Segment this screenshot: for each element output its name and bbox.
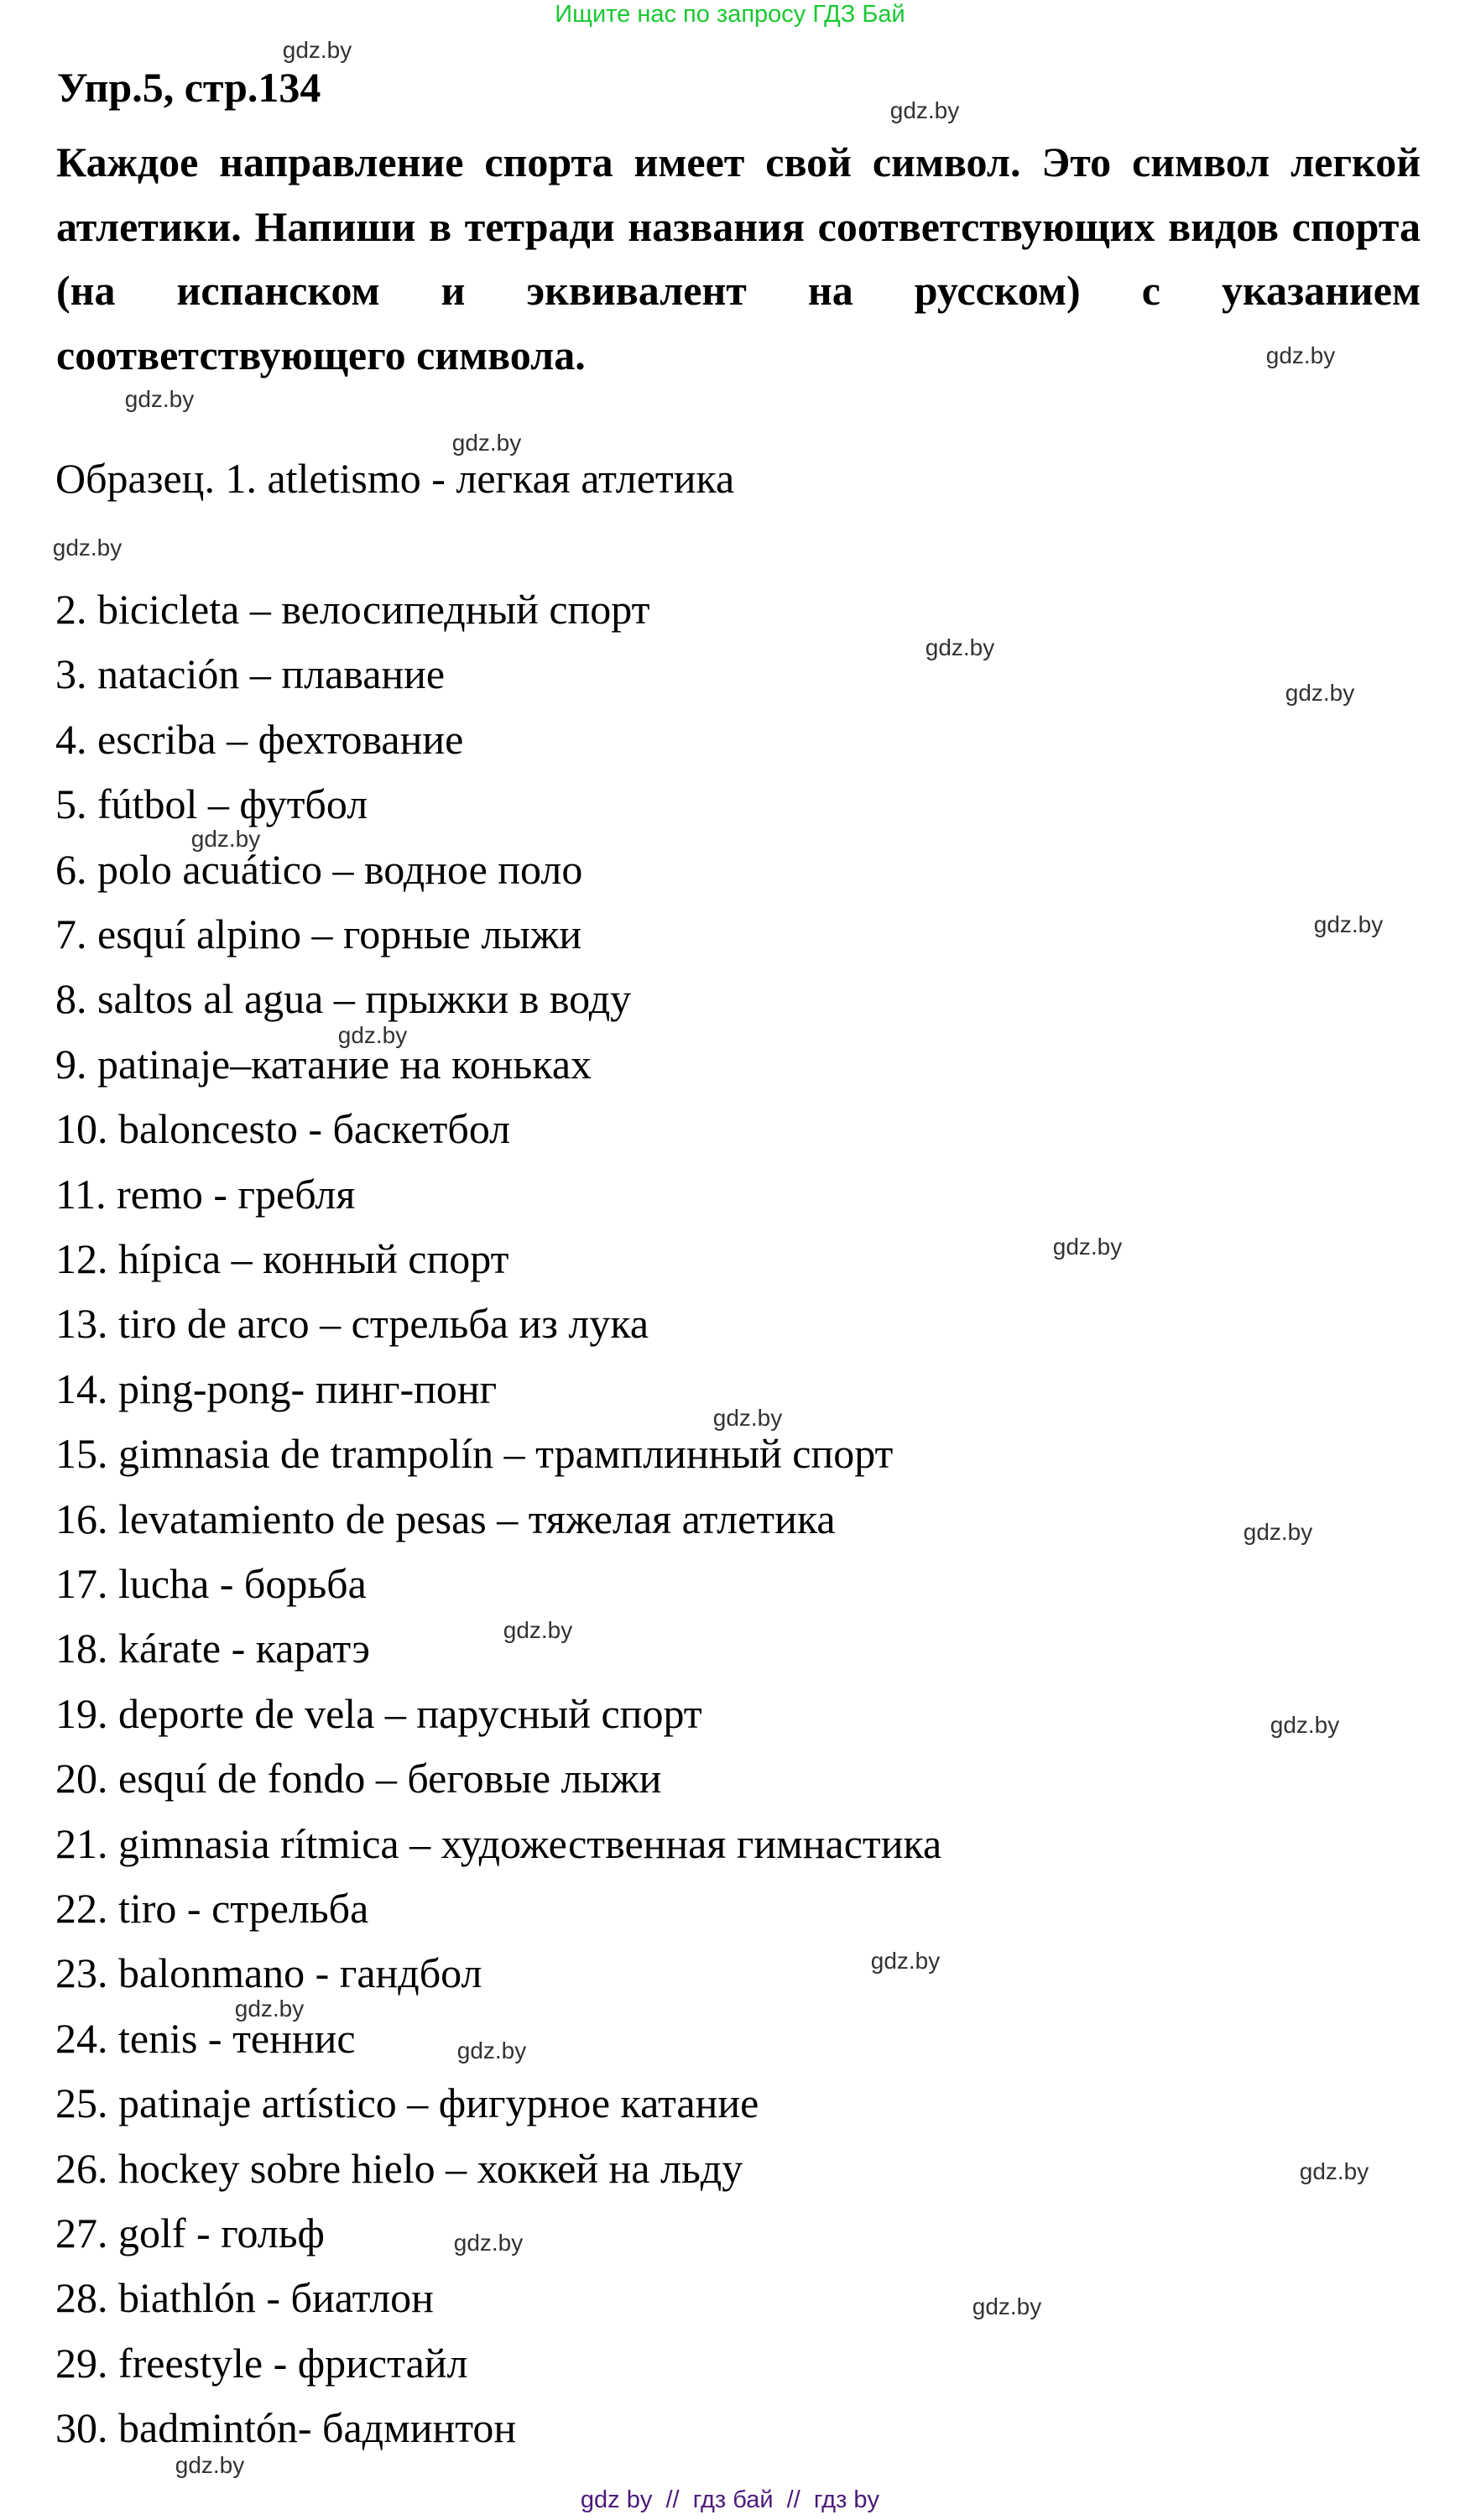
answer-item: 7. esquí alpino – горные лыжи — [55, 910, 582, 957]
watermark-text: gdz.by — [337, 1022, 408, 1048]
watermark-text: gdz.by — [1313, 911, 1384, 937]
example-line: Образец. 1. atletismo - легкая атлетика — [55, 455, 735, 502]
answer-item: 16. levatamiento de pesas – тяжелая атлетика — [55, 1495, 836, 1542]
watermark-text: gdz.by — [870, 1948, 941, 1974]
answer-item: 25. patinaje artístico – фигурное катание — [55, 2079, 759, 2127]
watermark-text: gdz.by — [972, 2293, 1042, 2319]
answer-item: 12. hípica – конный спорт — [55, 1235, 509, 1282]
site-search-banner-text[interactable]: Ищите нас по запросу ГДЗ Бай — [555, 1, 905, 28]
site-footer-links[interactable] — [0, 2486, 1460, 2514]
answer-item: 3. natación – плавание — [55, 650, 446, 698]
answer-item: 19. deporte de vela – парусный спорт — [55, 1689, 702, 1737]
answer-item: 20. esquí de fondo – беговые лыжи — [55, 1755, 662, 1803]
watermark-text: gdz.by — [190, 826, 261, 852]
watermark-text: gdz.by — [925, 634, 995, 660]
watermark-text: gdz.by — [712, 1405, 783, 1431]
answer-item: 29. freestyle - фристайл — [55, 2339, 468, 2387]
answer-item: 15. gimnasia de trampolín – трамплинный спорт — [55, 1430, 894, 1478]
watermark-text: gdz.by — [1270, 1712, 1340, 1738]
watermark-text: gdz.by — [1052, 1234, 1123, 1260]
answer-item: 6. polo acuático – водное поло — [55, 845, 583, 893]
site-search-banner[interactable] — [0, 0, 1460, 29]
watermark-text: gdz.by — [503, 1617, 573, 1643]
watermark-text: gdz.by — [234, 1996, 305, 2022]
answer-item: 5. fútbol – футбол — [55, 780, 368, 828]
watermark-text: gdz.by — [1265, 342, 1336, 368]
watermark-text: gdz.by — [52, 535, 123, 561]
exercise-title: Упр.5, стр.134 — [57, 64, 321, 111]
answer-item: 28. biathlón - биатлон — [55, 2274, 434, 2322]
watermark-text: gdz.by — [175, 2452, 245, 2478]
answer-item: 22. tiro - стрельба — [55, 1885, 369, 1932]
answer-item: 8. saltos al agua – прыжки в воду — [55, 975, 632, 1023]
answer-item: 4. escriba – фехтование — [55, 715, 464, 763]
watermark-text: gdz.by — [1299, 2158, 1369, 2184]
answer-item: 2. bicicleta – велосипедный спорт — [55, 586, 650, 633]
answer-item: 13. tiro de arco – стрельба из лука — [55, 1300, 649, 1348]
answer-item: 18. kárate - каратэ — [55, 1625, 370, 1672]
watermark-text: gdz.by — [453, 2230, 524, 2256]
answer-item: 14. ping-pong- пинг-понг — [55, 1364, 498, 1412]
answer-item: 30. badmintón- бадминтон — [55, 2404, 517, 2452]
answer-item: 17. lucha - борьба — [55, 1560, 367, 1607]
task-instructions: Каждое направление спорта имеет свой символ. Это символ легкой атлетики. Напиши в тетради названия соответствующих видов спорта (на испанском и эквивалент на русском) с указанием соответствующего символа. — [56, 138, 1421, 378]
answer-item: 26. hockey sobre hielo – хоккей на льду — [55, 2144, 743, 2192]
watermark-text: gdz.by — [282, 37, 352, 63]
site-footer-text[interactable]: gdz by // гдз бай // гдз by — [580, 2486, 880, 2513]
answer-item: 11. remo - гребля — [55, 1170, 356, 1218]
answer-item: 27. golf - гольф — [55, 2210, 325, 2257]
watermark-text: gdz.by — [451, 430, 522, 456]
answer-item: 10. baloncesto - баскетбол — [55, 1105, 511, 1153]
watermark-text: gdz.by — [456, 2037, 527, 2063]
watermark-text: gdz.by — [1243, 1519, 1313, 1545]
answer-item: 21. gimnasia rítmica – художественная гимнастика — [55, 1819, 942, 1867]
watermark-text: gdz.by — [889, 97, 960, 123]
watermark-text: gdz.by — [1285, 680, 1355, 706]
answer-item: 24. tenis - теннис — [55, 2014, 356, 2062]
answer-item: 23. balonmano - гандбол — [55, 1949, 482, 1997]
watermark-text: gdz.by — [124, 386, 195, 412]
answer-item: 9. patinaje–катание на коньках — [55, 1040, 592, 1088]
